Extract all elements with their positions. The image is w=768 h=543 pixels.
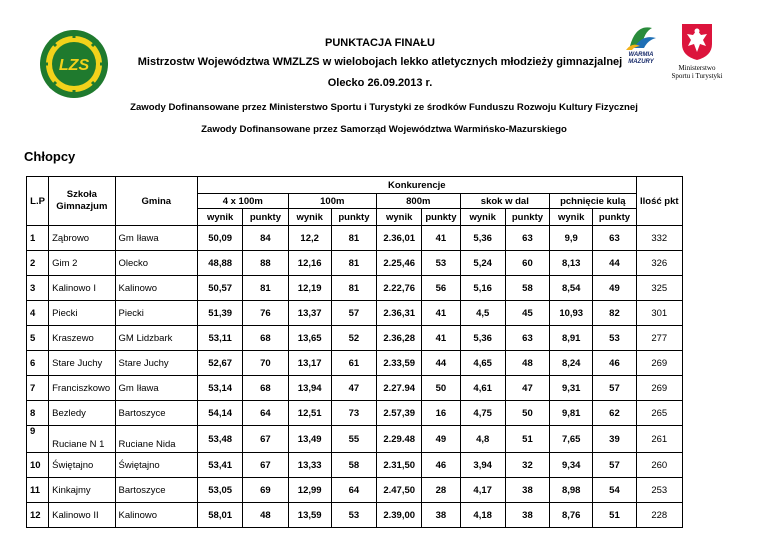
cell-lp: 6 [27, 351, 49, 376]
header-event-long-jump: skok w dal [460, 194, 550, 209]
warmia-text: WARMIA [628, 52, 654, 58]
cell-long-jump-result: 5,16 [460, 276, 505, 301]
cell-long-jump-points: 32 [505, 453, 549, 478]
cell-lp: 1 [27, 226, 49, 251]
cell-long-jump-result: 4,65 [460, 351, 505, 376]
cell-shot-put-result: 8,24 [550, 351, 593, 376]
cell-800m-points: 50 [422, 376, 460, 401]
cell-800m-result: 2.39,00 [377, 503, 422, 528]
cell-800m-result: 2.33,59 [377, 351, 422, 376]
cell-relay-points: 69 [243, 478, 288, 503]
results-table [26, 176, 683, 528]
cell-relay-result: 58,01 [198, 503, 243, 528]
cell-shot-put-result: 8,91 [550, 326, 593, 351]
cell-shot-put-result: 7,65 [550, 426, 593, 453]
cell-800m-result: 2.22,76 [377, 276, 422, 301]
cell-800m-result: 2.47,50 [377, 478, 422, 503]
header-gmina: Gmina [115, 177, 198, 226]
cell-long-jump-result: 4,5 [460, 301, 505, 326]
cell-100m-points: 57 [331, 301, 376, 326]
cell-shot-put-points: 82 [593, 301, 636, 326]
cell-relay-points: 67 [243, 453, 288, 478]
header-points: punkty [243, 209, 288, 226]
cell-800m-points: 16 [422, 401, 460, 426]
section-title: Chłopcy [24, 149, 76, 164]
cell-gmina: Kalinowo [115, 503, 198, 528]
cell-total: 326 [636, 251, 682, 276]
cell-gmina: Stare Juchy [115, 351, 198, 376]
cell-relay-result: 53,48 [198, 426, 243, 453]
cell-800m-points: 38 [422, 503, 460, 528]
cell-shot-put-points: 46 [593, 351, 636, 376]
cell-long-jump-points: 50 [505, 401, 549, 426]
cell-800m-result: 2.36,28 [377, 326, 422, 351]
cell-800m-points: 49 [422, 426, 460, 453]
cell-gmina: Gm Iława [115, 376, 198, 401]
cell-total: 301 [636, 301, 682, 326]
cell-800m-result: 2.36,01 [377, 226, 422, 251]
table-row [27, 376, 683, 401]
cell-total: 253 [636, 478, 682, 503]
header-lp: L.P [27, 177, 49, 226]
header-points: punkty [505, 209, 549, 226]
cell-800m-result: 2.25,46 [377, 251, 422, 276]
cell-shot-put-result: 9,34 [550, 453, 593, 478]
cell-gmina: Ruciane Nida [115, 426, 198, 453]
cell-total: 260 [636, 453, 682, 478]
table-row [27, 453, 683, 478]
cell-800m-result: 2.36,31 [377, 301, 422, 326]
cell-shot-put-points: 57 [593, 453, 636, 478]
cell-shot-put-result: 8,76 [550, 503, 593, 528]
cell-100m-result: 12,99 [288, 478, 331, 503]
cell-school: Kalinowo I [49, 276, 115, 301]
cell-100m-result: 13,59 [288, 503, 331, 528]
cell-school: Kraszewo [49, 326, 115, 351]
cell-school: Ruciane N 1 [49, 426, 115, 453]
cell-relay-points: 68 [243, 326, 288, 351]
cell-relay-points: 81 [243, 276, 288, 301]
cell-relay-result: 52,67 [198, 351, 243, 376]
cell-relay-points: 88 [243, 251, 288, 276]
cell-lp: 5 [27, 326, 49, 351]
cell-long-jump-result: 4,18 [460, 503, 505, 528]
cell-relay-points: 68 [243, 376, 288, 401]
cell-gmina: Bartoszyce [115, 401, 198, 426]
cell-relay-result: 53,05 [198, 478, 243, 503]
cell-gmina: Bartoszyce [115, 478, 198, 503]
mazury-text: MAZURY [628, 59, 654, 65]
cell-long-jump-points: 38 [505, 478, 549, 503]
header-school: Szkoła Gimnazjum [49, 177, 115, 226]
cell-100m-result: 13,49 [288, 426, 331, 453]
cell-800m-points: 28 [422, 478, 460, 503]
cell-100m-result: 13,37 [288, 301, 331, 326]
header-competitions: Konkurencje [198, 177, 637, 194]
cell-school: Piecki [49, 301, 115, 326]
ministry-line-2: Sportu i Turystyki [671, 72, 723, 80]
table-row [27, 326, 683, 351]
cell-long-jump-result: 4,17 [460, 478, 505, 503]
cell-800m-points: 41 [422, 326, 460, 351]
cell-long-jump-result: 4,8 [460, 426, 505, 453]
cell-long-jump-result: 4,75 [460, 401, 505, 426]
cell-relay-result: 51,39 [198, 301, 243, 326]
cell-100m-points: 81 [331, 226, 376, 251]
cell-relay-result: 53,41 [198, 453, 243, 478]
cell-shot-put-points: 63 [593, 226, 636, 251]
cell-shot-put-result: 8,13 [550, 251, 593, 276]
cell-lp: 9 [27, 426, 49, 453]
cell-lp: 8 [27, 401, 49, 426]
cell-total: 332 [636, 226, 682, 251]
cell-long-jump-result: 5,24 [460, 251, 505, 276]
cell-100m-points: 81 [331, 276, 376, 301]
cell-long-jump-points: 63 [505, 226, 549, 251]
cell-long-jump-points: 48 [505, 351, 549, 376]
header-event-100m: 100m [288, 194, 377, 209]
table-row [27, 401, 683, 426]
table-row [27, 426, 683, 453]
cell-shot-put-result: 9,31 [550, 376, 593, 401]
cell-relay-points: 70 [243, 351, 288, 376]
cell-total: 228 [636, 503, 682, 528]
header-points: punkty [422, 209, 460, 226]
cell-total: 325 [636, 276, 682, 301]
cell-800m-result: 2.31,50 [377, 453, 422, 478]
cell-relay-points: 67 [243, 426, 288, 453]
cell-shot-put-points: 57 [593, 376, 636, 401]
cell-shot-put-points: 53 [593, 326, 636, 351]
header-result: wynik [288, 209, 331, 226]
cell-100m-result: 13,17 [288, 351, 331, 376]
cell-relay-result: 54,14 [198, 401, 243, 426]
cell-800m-result: 2.27.94 [377, 376, 422, 401]
cell-long-jump-points: 47 [505, 376, 549, 401]
cell-total: 261 [636, 426, 682, 453]
cell-lp: 7 [27, 376, 49, 401]
table-row [27, 226, 683, 251]
cell-800m-points: 46 [422, 453, 460, 478]
cell-gmina: Olecko [115, 251, 198, 276]
cell-100m-points: 64 [331, 478, 376, 503]
header-points: punkty [593, 209, 636, 226]
ministry-logo [662, 22, 732, 86]
header-points: punkty [331, 209, 376, 226]
header-result: wynik [550, 209, 593, 226]
header-event-shot-put: pchnięcie kulą [550, 194, 637, 209]
cell-long-jump-points: 38 [505, 503, 549, 528]
cell-100m-result: 13,65 [288, 326, 331, 351]
header-event-relay: 4 x 100m [198, 194, 289, 209]
cell-100m-points: 55 [331, 426, 376, 453]
cell-gmina: GM Lidzbark [115, 326, 198, 351]
cell-relay-result: 50,57 [198, 276, 243, 301]
cell-total: 265 [636, 401, 682, 426]
cell-800m-points: 41 [422, 226, 460, 251]
cell-shot-put-result: 8,54 [550, 276, 593, 301]
cell-shot-put-result: 8,98 [550, 478, 593, 503]
cell-lp: 12 [27, 503, 49, 528]
cell-lp: 4 [27, 301, 49, 326]
cell-100m-result: 13,33 [288, 453, 331, 478]
cell-800m-points: 56 [422, 276, 460, 301]
table-row [27, 301, 683, 326]
cell-800m-points: 41 [422, 301, 460, 326]
cell-total: 277 [636, 326, 682, 351]
cell-100m-points: 73 [331, 401, 376, 426]
cell-100m-result: 12,2 [288, 226, 331, 251]
cell-shot-put-result: 9,81 [550, 401, 593, 426]
cell-relay-points: 64 [243, 401, 288, 426]
cell-100m-points: 81 [331, 251, 376, 276]
cell-long-jump-points: 63 [505, 326, 549, 351]
cell-gmina: Kalinowo [115, 276, 198, 301]
table-row [27, 351, 683, 376]
place-date: Olecko 26.09.2013 r. [327, 77, 433, 89]
cell-gmina: Piecki [115, 301, 198, 326]
funding-note-region: Zawody Dofinansowane przez Samorząd Województwa Warmińsko-Mazurskiego [201, 124, 567, 135]
cell-relay-points: 76 [243, 301, 288, 326]
cell-lp: 11 [27, 478, 49, 503]
cell-800m-result: 2.29.48 [377, 426, 422, 453]
cell-shot-put-result: 9,9 [550, 226, 593, 251]
cell-shot-put-result: 10,93 [550, 301, 593, 326]
ministry-line-1: Ministerstwo [678, 64, 716, 72]
cell-long-jump-result: 4,61 [460, 376, 505, 401]
cell-relay-result: 50,09 [198, 226, 243, 251]
cell-lp: 3 [27, 276, 49, 301]
cell-100m-points: 53 [331, 503, 376, 528]
table-row [27, 478, 683, 503]
cell-100m-points: 47 [331, 376, 376, 401]
cell-100m-points: 52 [331, 326, 376, 351]
cell-gmina: Świętajno [115, 453, 198, 478]
cell-long-jump-result: 3,94 [460, 453, 505, 478]
table-row [27, 251, 683, 276]
cell-relay-result: 53,14 [198, 376, 243, 401]
cell-800m-points: 44 [422, 351, 460, 376]
header-event-800m: 800m [377, 194, 460, 209]
cell-800m-result: 2.57,39 [377, 401, 422, 426]
cell-school: Bezledy [49, 401, 115, 426]
cell-school: Stare Juchy [49, 351, 115, 376]
event-subtitle: Mistrzostw Województwa WMZLZS w wielobojach lekko atletycznych młodzieży gimnazjalnej [137, 56, 623, 68]
cell-100m-points: 61 [331, 351, 376, 376]
funding-note-ministry: Zawody Dofinansowane przez Ministerstwo Sportu i Turystyki ze środków Funduszu Rozwoju Kultury Fizycznej [130, 102, 638, 113]
cell-school: Franciszkowo [49, 376, 115, 401]
header-result: wynik [198, 209, 243, 226]
page-title: PUNKTACJA FINAŁU [325, 37, 435, 49]
cell-school: Ząbrowo [49, 226, 115, 251]
lzs-logo [38, 28, 110, 100]
header-total: Ilość pkt [636, 177, 682, 226]
cell-800m-points: 53 [422, 251, 460, 276]
cell-shot-put-points: 49 [593, 276, 636, 301]
cell-shot-put-points: 54 [593, 478, 636, 503]
cell-school: Świętajno [49, 453, 115, 478]
cell-long-jump-result: 5,36 [460, 226, 505, 251]
cell-100m-result: 12,16 [288, 251, 331, 276]
cell-lp: 2 [27, 251, 49, 276]
cell-long-jump-result: 5,36 [460, 326, 505, 351]
cell-school: Gim 2 [49, 251, 115, 276]
cell-school: Kalinowo II [49, 503, 115, 528]
cell-lp: 10 [27, 453, 49, 478]
cell-relay-result: 53,11 [198, 326, 243, 351]
cell-100m-result: 12,19 [288, 276, 331, 301]
cell-shot-put-points: 39 [593, 426, 636, 453]
cell-school: Kinkajmy [49, 478, 115, 503]
cell-total: 269 [636, 376, 682, 401]
header-result: wynik [460, 209, 505, 226]
cell-100m-result: 13,94 [288, 376, 331, 401]
cell-100m-result: 12,51 [288, 401, 331, 426]
cell-shot-put-points: 44 [593, 251, 636, 276]
cell-long-jump-points: 58 [505, 276, 549, 301]
cell-relay-points: 84 [243, 226, 288, 251]
cell-long-jump-points: 45 [505, 301, 549, 326]
cell-long-jump-points: 51 [505, 426, 549, 453]
header-result: wynik [377, 209, 422, 226]
table-row [27, 276, 683, 301]
table-row [27, 503, 683, 528]
cell-total: 269 [636, 351, 682, 376]
cell-100m-points: 58 [331, 453, 376, 478]
cell-gmina: Gm Iława [115, 226, 198, 251]
cell-shot-put-points: 62 [593, 401, 636, 426]
cell-relay-points: 48 [243, 503, 288, 528]
svg-text:LZS: LZS [58, 57, 90, 74]
cell-relay-result: 48,88 [198, 251, 243, 276]
cell-long-jump-points: 60 [505, 251, 549, 276]
cell-shot-put-points: 51 [593, 503, 636, 528]
